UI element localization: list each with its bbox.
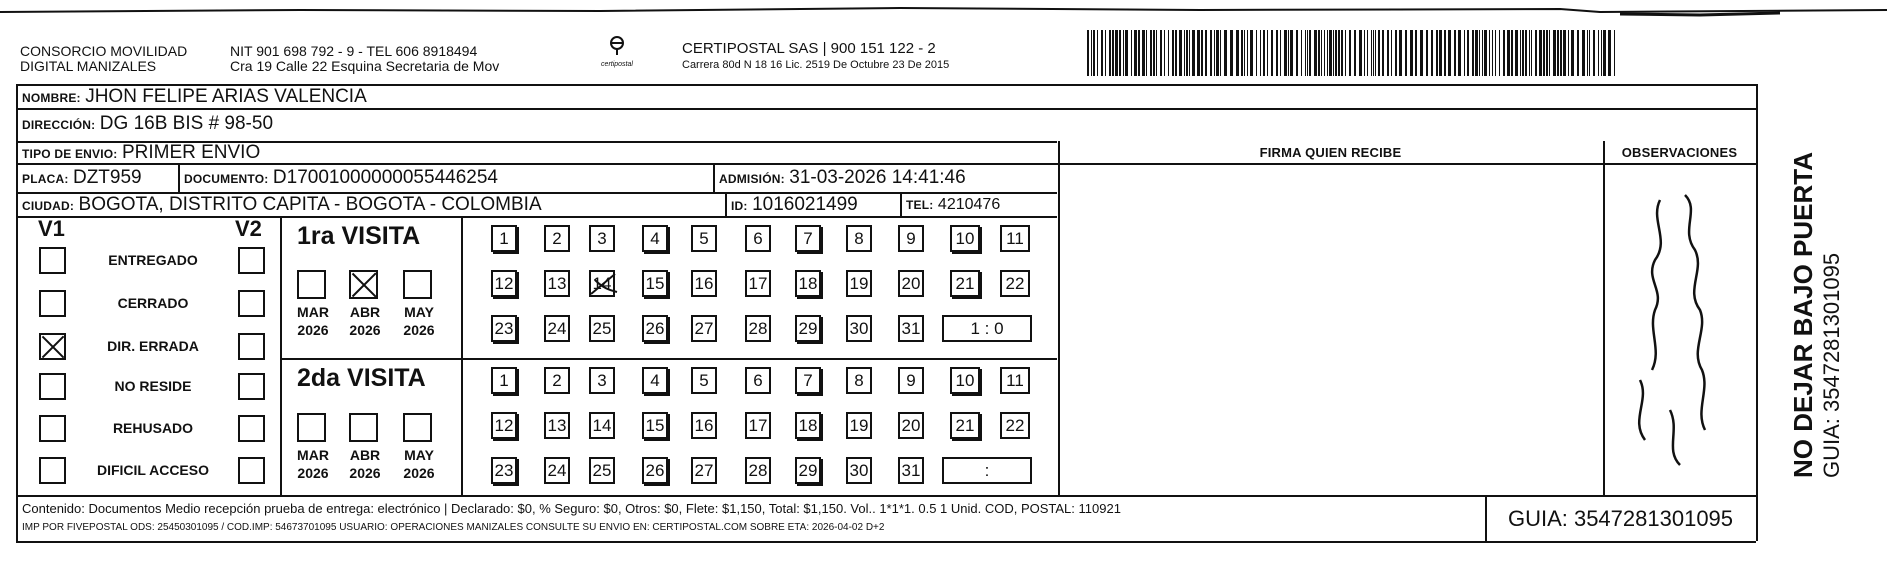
calendar-day[interactable]: 1	[491, 367, 517, 394]
company-contact	[230, 44, 499, 74]
calendar-day[interactable]: 23	[491, 315, 517, 342]
calendar-day[interactable]: 20	[898, 412, 924, 439]
footer-imp-line: IMP POR FIVEPOSTAL ODS: 25450301095 / COD.IMP: 54673701095 USUARIO: OPERACIONES MANIZALES CONSULTE SU ENVIO EN: CERTIPOSTAL.COM SOBRE ETA: 2026-04-02 D+2	[22, 522, 885, 533]
calendar-day[interactable]: 15	[642, 270, 668, 297]
carrier-name: CERTIPOSTAL SAS | 900 151 122 - 2	[682, 40, 936, 57]
calendar-day[interactable]: 2	[544, 367, 570, 394]
calendar-day[interactable]: 14	[589, 270, 615, 297]
barcode	[1087, 30, 1622, 76]
company-address: Cra 19 Calle 22 Esquina Secretaria de Mov	[230, 58, 500, 74]
admision-row	[719, 167, 966, 189]
calendar-day[interactable]: 26	[642, 457, 668, 484]
calendar-day[interactable]: 26	[642, 315, 668, 342]
calendar-day[interactable]: 20	[898, 270, 924, 297]
calendar-day[interactable]: 18	[795, 270, 821, 297]
calendar-day[interactable]: 12	[491, 412, 517, 439]
calendar-day[interactable]: 7	[795, 225, 821, 252]
second-visit-title: 2da VISITA	[297, 364, 426, 392]
calendar-day[interactable]: 3	[589, 225, 615, 252]
direccion-value: DG 16B BIS # 98-50	[99, 113, 274, 134]
v1-checkbox[interactable]	[39, 373, 66, 400]
month-checkbox[interactable]	[349, 270, 378, 299]
month-checkbox[interactable]	[349, 413, 378, 442]
calendar-day[interactable]: 11	[1000, 225, 1030, 252]
tipo-value: PRIMER ENVIO	[121, 142, 261, 163]
calendar-day[interactable]: 18	[795, 412, 821, 439]
v2-checkbox[interactable]	[238, 373, 265, 400]
v2-checkbox[interactable]	[238, 457, 265, 484]
status-label: DIFICIL ACCESO	[96, 462, 209, 478]
footer-guia: GUIA: 3547281301095	[1507, 506, 1734, 531]
day-mark-scribble	[589, 270, 619, 298]
admision-label: ADMISIÓN:	[719, 172, 785, 186]
company-nit: NIT 901 698 792 - 9 - TEL 606 8918494	[230, 43, 478, 59]
year-label: 2026	[297, 322, 329, 338]
calendar-day[interactable]: 21	[950, 412, 980, 439]
month-label: MAR	[297, 447, 329, 463]
direccion-label: DIRECCIÓN:	[22, 118, 96, 132]
calendar-day[interactable]: 8	[846, 225, 872, 252]
id-row	[731, 194, 858, 216]
calendar-day[interactable]: 22	[1000, 270, 1030, 297]
calendar-day[interactable]: 15	[642, 412, 668, 439]
ciudad-row	[22, 194, 542, 216]
calendar-day[interactable]: 24	[544, 315, 570, 342]
calendar-day[interactable]: 10	[950, 225, 980, 252]
calendar-day[interactable]: 21	[950, 270, 980, 297]
calendar-day[interactable]: 13	[544, 412, 570, 439]
status-label: NO RESIDE	[114, 378, 192, 394]
tel-label: TEL:	[906, 198, 934, 212]
calendar-day[interactable]: 23	[491, 457, 517, 484]
ciudad-value: BOGOTA, DISTRITO CAPITA - BOGOTA - COLOMBIA	[78, 194, 542, 215]
carrier-address: Carrera 80d N 18 16 Lic. 2519 De Octubre 23 De 2015	[682, 59, 950, 71]
company-line1: CONSORCIO MOVILIDAD	[20, 43, 188, 59]
observaciones-header: OBSERVACIONES	[1621, 145, 1738, 160]
month-label: ABR	[349, 304, 381, 320]
documento-row	[184, 167, 498, 189]
documento-label: DOCUMENTO:	[184, 172, 269, 186]
nombre-label: NOMBRE:	[22, 91, 81, 105]
status-label: ENTREGADO	[108, 252, 198, 268]
calendar-day[interactable]: 29	[795, 457, 821, 484]
calendar-day[interactable]: 9	[898, 225, 924, 252]
v1-checkbox[interactable]	[39, 457, 66, 484]
calendar-day[interactable]: 22	[1000, 412, 1030, 439]
month-checkbox[interactable]	[297, 413, 326, 442]
calendar-day[interactable]: 31	[898, 315, 924, 342]
calendar-day[interactable]: 14	[589, 412, 615, 439]
calendar-day[interactable]: 8	[846, 367, 872, 394]
month-label: ABR	[349, 447, 381, 463]
calendar-day[interactable]: 30	[846, 315, 872, 342]
calendar-day[interactable]: 4	[642, 367, 668, 394]
calendar-day[interactable]: 6	[745, 367, 771, 394]
v1-checkbox[interactable]	[39, 290, 66, 317]
torn-top-edge	[0, 0, 1887, 20]
calendar-day[interactable]: 28	[745, 457, 771, 484]
calendar-day[interactable]: 5	[691, 367, 717, 394]
ciudad-label: CIUDAD:	[22, 199, 75, 213]
year-label: 2026	[349, 322, 381, 338]
company-line2: DIGITAL MANIZALES	[20, 58, 157, 74]
calendar-day[interactable]: 17	[745, 412, 771, 439]
tipo-row	[22, 142, 260, 164]
calendar-day[interactable]: 6	[745, 225, 771, 252]
tel-value: 4210476	[937, 196, 1001, 213]
calendar-day[interactable]: 25	[589, 315, 615, 342]
placa-row	[22, 167, 142, 189]
year-label: 2026	[403, 322, 435, 338]
month-checkbox[interactable]	[403, 270, 432, 299]
carrier-info	[682, 40, 949, 74]
logo-text: certipostal	[601, 61, 633, 68]
calendar-day[interactable]: 5	[691, 225, 717, 252]
status-label: CERRADO	[117, 295, 189, 311]
calendar-day[interactable]: 31	[898, 457, 924, 484]
company-name	[20, 44, 187, 74]
month-checkbox[interactable]	[403, 413, 432, 442]
calendar-day[interactable]: 9	[898, 367, 924, 394]
calendar-day[interactable]: 30	[846, 457, 872, 484]
month-label: MAR	[297, 304, 329, 320]
footer-content-line: Contenido: Documentos Medio recepción prueba de entrega: electrónico | Declarado: $0, % Seguro: $0, Otros: $0, Flete: $1,150, Total: $1,150. Vol.. 1*1*1. 0.5 1 Unid. COD, POSTAL: 110921	[22, 501, 1121, 516]
calendar-day[interactable]: 19	[846, 412, 872, 439]
calendar-day[interactable]: 24	[544, 457, 570, 484]
id-label: ID:	[731, 199, 748, 213]
nombre-value: JHON FELIPE ARIAS VALENCIA	[85, 86, 367, 107]
month-label: MAY	[404, 304, 434, 320]
calendar-day[interactable]: 28	[745, 315, 771, 342]
v2-header: V2	[235, 216, 262, 241]
side-guia: GUIA: 3547281301095	[1819, 252, 1844, 478]
calendar-day[interactable]: 1	[491, 225, 517, 252]
v2-checkbox[interactable]	[238, 290, 265, 317]
calendar-day[interactable]: 16	[691, 270, 717, 297]
id-value: 1016021499	[752, 194, 858, 215]
time-box[interactable]: :	[942, 457, 1032, 484]
calendar-day[interactable]: 4	[642, 225, 668, 252]
v1-checkbox[interactable]	[39, 247, 66, 274]
calendar-day[interactable]: 17	[745, 270, 771, 297]
calendar-day[interactable]: 7	[795, 367, 821, 394]
first-visit-title: 1ra VISITA	[297, 222, 421, 250]
status-label: DIR. ERRADA	[107, 338, 199, 354]
status-label: REHUSADO	[112, 420, 194, 436]
v1-header: V1	[38, 216, 65, 241]
side-warning: NO DEJAR BAJO PUERTA	[1788, 151, 1818, 478]
time-box[interactable]: 1 : 0	[942, 315, 1032, 342]
calendar-day[interactable]: 29	[795, 315, 821, 342]
admision-value: 31-03-2026 14:41:46	[789, 167, 966, 188]
calendar-day[interactable]: 10	[950, 367, 980, 394]
month-checkbox[interactable]	[297, 270, 326, 299]
calendar-day[interactable]: 2	[544, 225, 570, 252]
v1-checkbox[interactable]	[39, 333, 66, 360]
month-label: MAY	[404, 447, 434, 463]
nombre-row	[22, 86, 367, 108]
direccion-row	[22, 113, 273, 135]
calendar-day[interactable]: 19	[846, 270, 872, 297]
year-label: 2026	[403, 465, 435, 481]
calendar-day[interactable]: 13	[544, 270, 570, 297]
year-label: 2026	[349, 465, 381, 481]
v1-checkbox[interactable]	[39, 415, 66, 442]
certipostal-logo	[594, 34, 640, 68]
calendar-day[interactable]: 3	[589, 367, 615, 394]
tipo-label: TIPO DE ENVIO:	[22, 147, 118, 161]
v2-checkbox[interactable]	[238, 415, 265, 442]
placa-value: DZT959	[72, 167, 142, 188]
side-note	[1788, 152, 1845, 478]
v2-checkbox[interactable]	[238, 333, 265, 360]
v2-checkbox[interactable]	[238, 247, 265, 274]
calendar-day[interactable]: 16	[691, 412, 717, 439]
placa-label: PLACA:	[22, 172, 69, 186]
calendar-day[interactable]: 27	[691, 457, 717, 484]
certipostal-logo-icon	[604, 34, 630, 56]
calendar-day[interactable]: 27	[691, 315, 717, 342]
calendar-day[interactable]: 11	[1000, 367, 1030, 394]
handwritten-note	[1610, 180, 1750, 480]
tel-row	[906, 196, 1000, 214]
calendar-day[interactable]: 12	[491, 270, 517, 297]
calendar-day[interactable]: 25	[589, 457, 615, 484]
documento-value: D17001000000055446254	[272, 167, 498, 188]
year-label: 2026	[297, 465, 329, 481]
firma-header: FIRMA QUIEN RECIBE	[1259, 145, 1402, 160]
